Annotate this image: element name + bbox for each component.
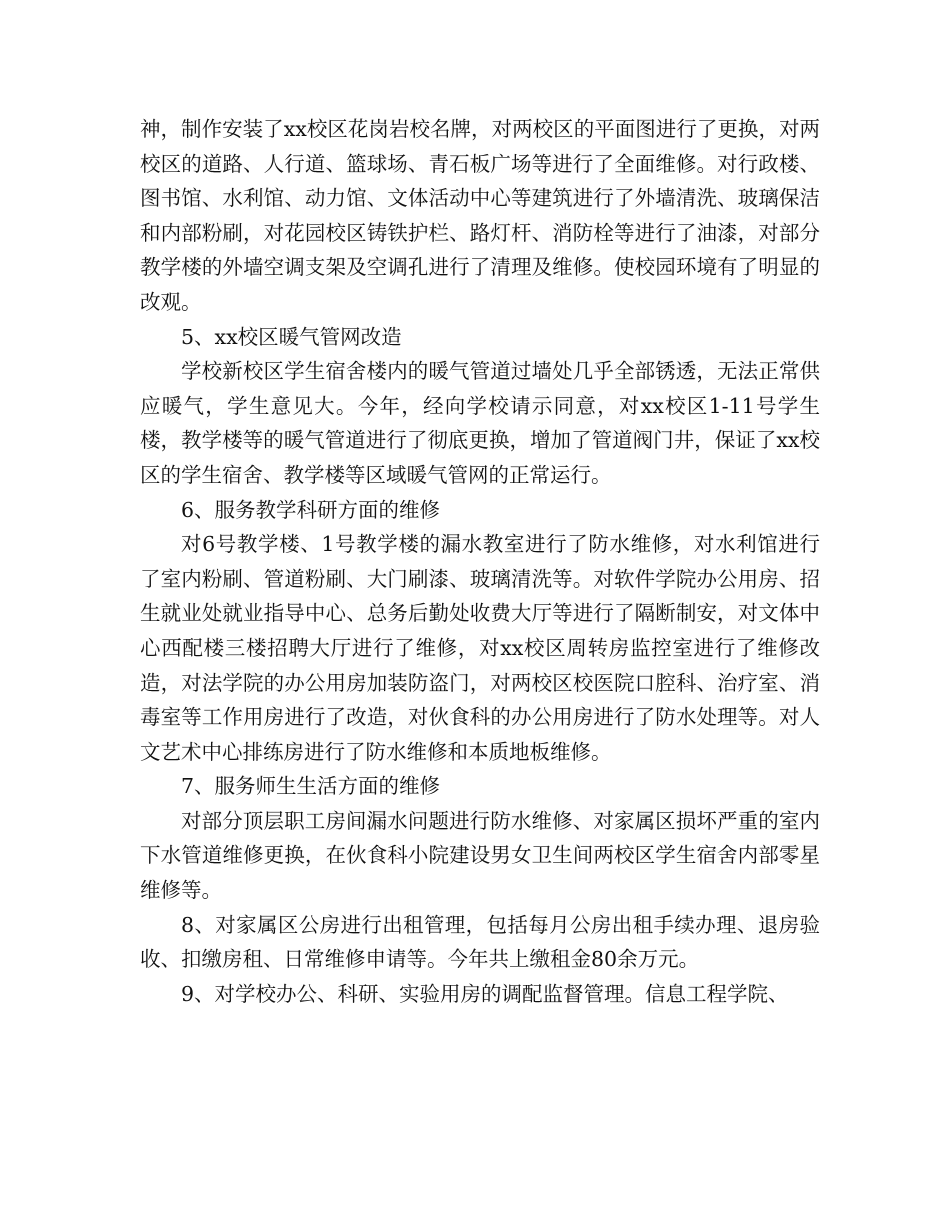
heading-living-repair: 7、服务师生生活方面的维修 [181, 774, 441, 799]
paragraph-housing-rental: 8、对家属区公房进行出租管理，包括每月公房出租手续办理、退房验收、扣缴房租、日常维修申请等。今年共上缴租金80余万元。 [140, 912, 820, 972]
paragraph-living-repair: 对部分顶层职工房间漏水问题进行防水维修、对家属区损坏严重的室内下水管道维修更换，在伙食科小院建设男女卫生间两校区学生宿舍内部零星维修等。 [140, 808, 820, 903]
paragraph-campus-environment: 神，制作安装了xx校区花岗岩校名牌，对两校区的平面图进行了更换，对两校区的道路、人行道、篮球场、青石板广场等进行了全面维修。对行政楼、图书馆、水利馆、动力馆、文体活动中心等建筑进行了外墙清洗、玻璃保洁和内部粉刷，对花园校区铸铁护栏、路灯杆、消防栓等进行了油漆，对部分教学楼的外墙空调支架及空调孔进行了清理及维修。使校园环境有了明显的改观。 [140, 117, 820, 314]
paragraph-heating-network: 学校新校区学生宿舍楼内的暖气管道过墙处几乎全部锈透，无法正常供应暖气，学生意见大。今年，经向学校请示同意，对xx校区1-11号学生楼，教学楼等的暖气管道进行了彻底更换，增加了管道阀门井，保证了xx校区的学生宿舍、教学楼等区域暖气管网的正常运行。 [140, 359, 820, 487]
heading-teaching-research-repair: 6、服务教学科研方面的维修 [181, 497, 441, 522]
paragraph-room-allocation: 9、对学校办公、科研、实验用房的调配监督管理。信息工程学院、 [181, 981, 789, 1006]
heading-heating-network: 5、xx校区暖气管网改造 [181, 324, 402, 349]
document-page [140, 112, 820, 1011]
paragraph-teaching-research-repair: 对6号教学楼、1号教学楼的漏水教室进行了防水维修，对水利馆进行了室内粉刷、管道粉刷、大门刷漆、玻璃清洗等。对软件学院办公用房、招生就业处就业指导中心、总务后勤处收费大厅等进行了隔断制安，对文体中心西配楼三楼招聘大厅进行了维修，对xx校区周转房监控室进行了维修改造，对法学院的办公用房加装防盗门，对两校区校医院口腔科、治疗室、消毒室等工作用房进行了改造，对伙食科的办公用房进行了防水处理等。对人文艺术中心排练房进行了防水维修和本质地板维修。 [140, 532, 820, 764]
